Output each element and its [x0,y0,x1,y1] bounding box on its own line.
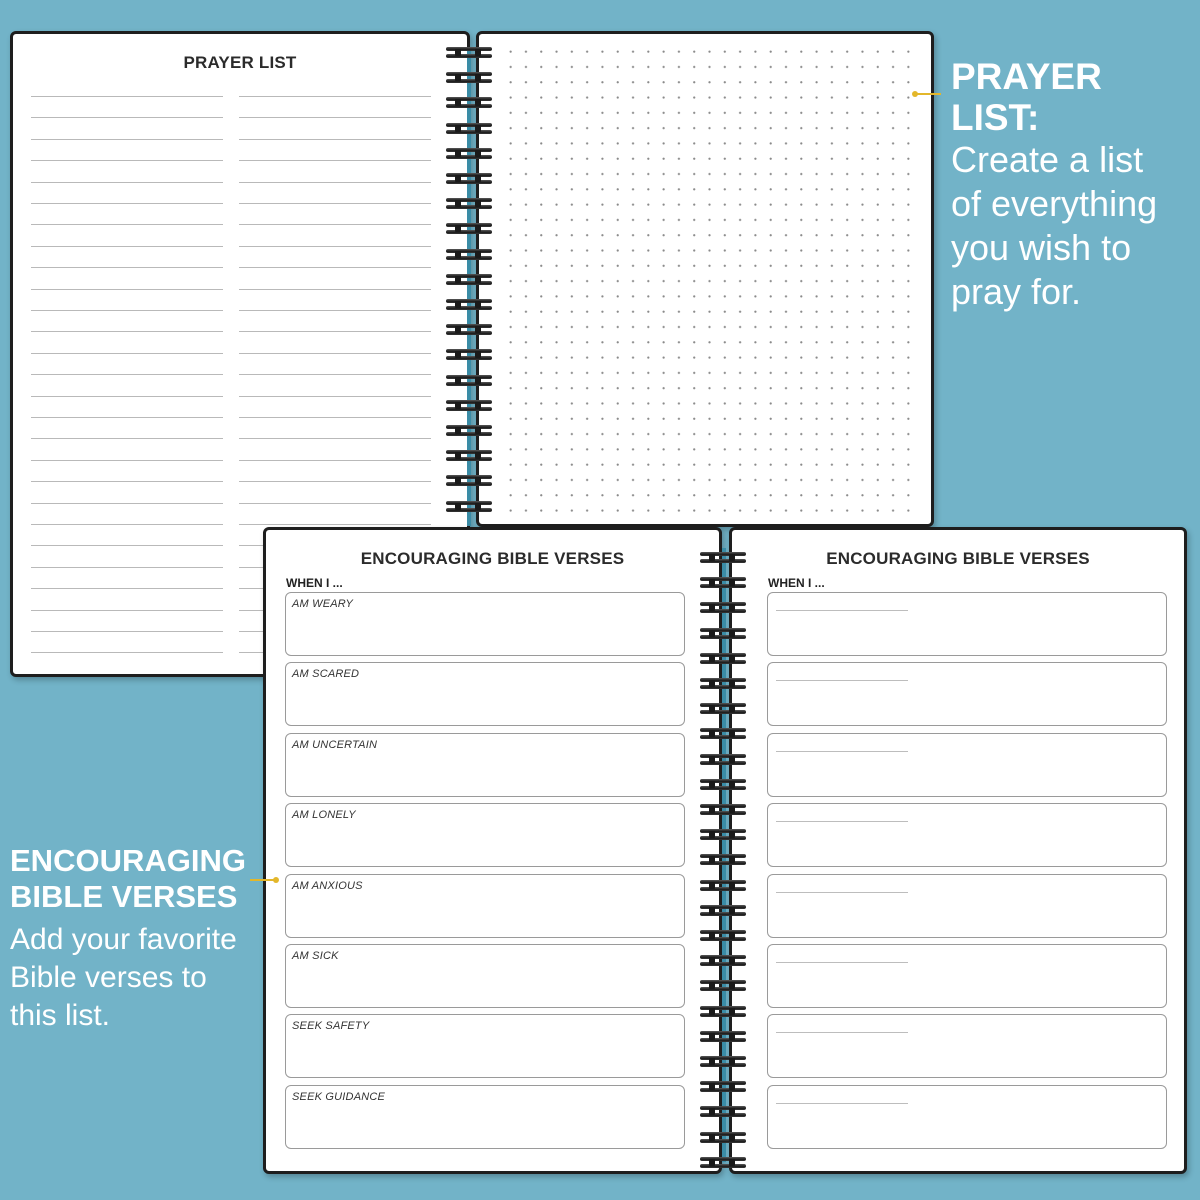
verses-pointer-dot [273,877,279,883]
spiral-coil [698,1055,748,1069]
spiral-coil [698,1105,748,1119]
ruled-line [31,310,223,311]
ruled-line [239,438,431,439]
verse-entry-box[interactable] [767,733,1167,797]
spiral-coil [698,1156,748,1170]
ruled-line [31,567,223,568]
spiral-coil [444,424,494,438]
verse-entry-box[interactable] [285,1014,685,1078]
spiral-coil [444,474,494,488]
spiral-coil [444,399,494,413]
ruled-line [239,503,431,504]
ruled-line [31,503,223,504]
spiral-coil [444,323,494,337]
ruled-line [239,246,431,247]
ruled-line [239,139,431,140]
ruled-line [239,267,431,268]
verse-box-label: SEEK GUIDANCE [292,1090,386,1103]
ruled-line [31,331,223,332]
ruled-line [31,396,223,397]
spiral-coil [698,753,748,767]
prayer-pointer-line [917,93,941,95]
spiral-coil [698,601,748,615]
ruled-line [239,203,431,204]
spiral-coil [698,727,748,741]
verse-box-label: AM LONELY [292,809,356,822]
spiral-coil [698,979,748,993]
dot-grid [503,44,913,520]
verse-box-label: AM UNCERTAIN [292,738,378,751]
verse-entry-box[interactable] [285,803,685,867]
verse-write-line [776,1103,908,1104]
verse-box-label: AM WEARY [292,598,354,610]
spiral-coil [444,172,494,186]
ruled-line [239,117,431,118]
verse-entry-box[interactable] [767,944,1167,1008]
spiral-coil [444,222,494,236]
spiral-coil [444,122,494,136]
spiral-coil [444,248,494,262]
spiral-coil [698,702,748,716]
verse-write-line [776,610,908,611]
spiral-coil [444,197,494,211]
spiral-coil [698,627,748,641]
prayer-callout-heading-2: LIST: [951,97,1040,138]
ruled-line [31,267,223,268]
prayer-list-title: PRAYER LIST [183,53,297,72]
spiral-coil [444,147,494,161]
verses-callout-body-1: Add your favorite [10,923,237,956]
ruled-line [239,353,431,354]
ruled-line [31,203,223,204]
verse-box-label: AM SCARED [292,668,360,681]
verse-write-line [776,751,908,752]
ruled-line [31,160,223,161]
ruled-line [239,460,431,461]
spiral-coil [698,551,748,565]
verse-entry-box[interactable] [285,733,685,797]
verse-entry-box[interactable] [285,592,685,656]
prayer-callout-body-1: Create a list [951,139,1144,180]
ruled-line [31,524,223,525]
spiral-coil [698,1005,748,1019]
spiral-coil [698,778,748,792]
spiral-coil [444,71,494,85]
spiral-coil [444,96,494,110]
dot-grid-page [476,31,934,527]
spiral-coil [698,954,748,968]
ruled-line [31,610,223,611]
spiral-coil [698,803,748,817]
verse-entry-box[interactable] [767,592,1167,656]
prayer-callout-heading-1: PRAYER [951,56,1102,97]
spiral-coil [444,273,494,287]
verse-entry-box[interactable] [767,1085,1167,1149]
spiral-coil [444,374,494,388]
spiral-coil [444,298,494,312]
ruled-line [239,417,431,418]
verse-box-label: AM ANXIOUS [292,879,363,892]
ruled-line [239,481,431,482]
verses-right-title: ENCOURAGING BIBLE VERSES [826,549,1090,568]
ruled-line [31,588,223,589]
ruled-line [239,524,431,525]
ruled-line [31,417,223,418]
spiral-coil [698,853,748,867]
spiral-coil [444,500,494,514]
spiral-coil [444,348,494,362]
verses-left-page [263,527,722,1174]
verse-entry-box[interactable] [767,803,1167,867]
spiral-coil [698,929,748,943]
bible-verses-callout [10,843,265,1035]
ruled-line [31,438,223,439]
spiral-coil [698,1080,748,1094]
ruled-line [31,374,223,375]
prayer-callout-body-4: pray for. [951,271,1082,312]
ruled-line [31,246,223,247]
bottom-spiral-binding [698,551,748,1163]
verse-entry-box[interactable] [285,662,685,726]
ruled-line [31,481,223,482]
verse-entry-box[interactable] [285,944,685,1008]
prayer-callout-body-3: you wish to [951,227,1132,268]
spiral-coil [444,449,494,463]
verses-callout-body-3: this list. [10,999,111,1032]
ruled-line [31,182,223,183]
verses-callout-heading-2: BIBLE VERSES [10,879,238,914]
ruled-line [31,460,223,461]
verse-box-label: AM SICK [292,950,339,962]
verse-entry-box[interactable] [767,874,1167,938]
verse-write-line [776,821,908,822]
ruled-line [239,224,431,225]
spiral-coil [698,879,748,893]
ruled-line [31,117,223,118]
verse-write-line [776,680,908,681]
verse-entry-box[interactable] [767,1014,1167,1078]
ruled-line [31,289,223,290]
verse-write-line [776,892,908,893]
prayer-pointer-dot [912,91,918,97]
top-spiral-binding [444,46,494,526]
ruled-line [239,289,431,290]
ruled-line [31,139,223,140]
spiral-coil [444,46,494,60]
prayer-list-callout [951,56,1191,314]
ruled-line [239,331,431,332]
verse-write-line [776,1032,908,1033]
verses-left-when-label: WHEN I ... [286,576,343,590]
ruled-line [239,160,431,161]
verse-entry-box[interactable] [285,874,685,938]
spiral-coil [698,576,748,590]
ruled-line [31,353,223,354]
verses-callout-heading-1: ENCOURAGING [10,843,246,878]
prayer-lines-left-column [31,96,223,656]
ruled-line [239,182,431,183]
ruled-line [239,96,431,97]
spiral-coil [698,828,748,842]
ruled-line [239,396,431,397]
spiral-coil [698,1131,748,1145]
verses-right-page [729,527,1187,1174]
ruled-line [31,631,223,632]
verses-callout-body-2: Bible verses to [10,961,207,994]
spiral-coil [698,1030,748,1044]
ruled-line [31,652,223,653]
verses-right-when-label: WHEN I ... [768,576,825,590]
verse-entry-box[interactable] [285,1085,685,1149]
ruled-line [31,224,223,225]
verses-left-title: ENCOURAGING BIBLE VERSES [360,549,625,568]
verse-entry-box[interactable] [767,662,1167,726]
spiral-coil [698,677,748,691]
verse-write-line [776,962,908,963]
spiral-coil [698,904,748,918]
verse-box-label: SEEK SAFETY [292,1020,370,1033]
ruled-line [31,96,223,97]
ruled-line [239,374,431,375]
spiral-coil [698,652,748,666]
prayer-callout-body-2: of everything [951,183,1158,224]
ruled-line [31,545,223,546]
ruled-line [239,310,431,311]
